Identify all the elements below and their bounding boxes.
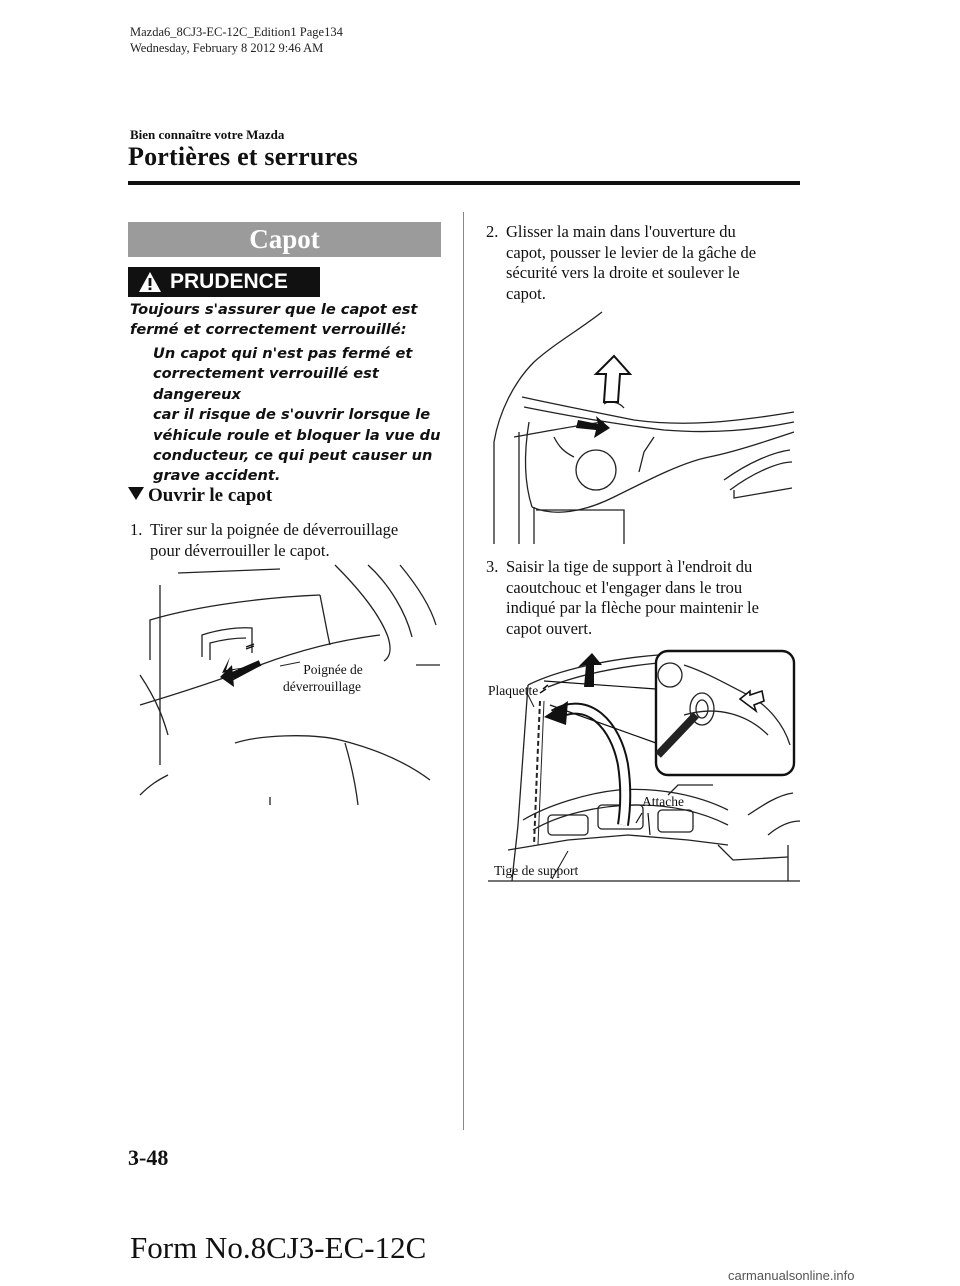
step-number: 1. [130,520,143,539]
callout-tige-de-support: Tige de support [494,863,579,878]
callout-line: déverrouillage [283,679,361,694]
caution-body-line: correctement verrouillé est dangereux [153,365,379,403]
page-number: 3-48 [128,1145,169,1170]
file-metadata [130,24,343,56]
step-3 [486,557,806,639]
caution-body-line: Un capot qui n'est pas fermé et [153,345,413,362]
pull-arrow [220,657,262,687]
figure-support-rod [488,645,800,881]
step-line: Saisir la tige de support à l'endroit du [506,557,753,576]
page-title: Portières et serrures [128,142,358,171]
caution-body-line: conducteur, ce qui peut causer un [153,447,433,465]
watermark: carmanualsonline.info [728,1268,855,1283]
step-line: pour déverrouiller le capot. [150,540,330,560]
triangle-bullet-icon [128,487,144,500]
support-rod-illustration [488,645,800,881]
chapter-label: Bien connaître votre Mazda [130,127,285,142]
column-divider [463,212,464,1130]
step-line: Tirer sur la poignée de déverrouillage [150,520,399,539]
caution-badge-label: PRUDENCE [170,270,288,293]
meta-filename: Mazda6_8CJ3-EC-12C_Edition1 Page134 [130,25,343,39]
callout-attache: Attache [642,794,684,809]
step-line: Glisser la main dans l'ouverture du [506,222,736,241]
caution-headline [130,300,445,340]
step-number: 3. [486,557,499,576]
caution-headline-line: Toujours s'assurer que le capot est [130,301,418,318]
step-2 [486,222,806,304]
caution-body-line: grave accident. [153,467,281,485]
caution-headline-line: fermé et correctement verrouillé: [130,321,407,338]
subheading-open-hood [128,485,272,507]
subheading-text: Ouvrir le capot [148,485,273,506]
meta-timestamp: Wednesday, February 8 2012 9:46 AM [130,41,324,55]
hood-latch-illustration [494,312,794,544]
caution-body-line: véhicule roule et bloquer la vue du [153,426,441,444]
form-number: Form No.8CJ3-EC-12C [130,1230,427,1265]
step-number: 2. [486,222,499,241]
step-line: capot, pousser le levier de la gâche de [506,242,757,262]
caution-body-line: car il risque de s'ouvrir lorsque le [153,406,431,424]
callout-plaquette: Plaquette [488,683,539,698]
up-arrow-icon [596,356,630,402]
warning-icon [138,271,162,293]
title-rule [128,181,800,185]
caution-body [153,344,448,487]
step-line: indiqué par la flèche pour maintenir le [506,598,759,618]
figure-hood-latch [494,312,794,544]
figure-release-handle [140,565,440,805]
step-line: sécurité vers la droite et soulever le [506,263,740,283]
callout-line: Poignée de [303,662,363,677]
step-line: capot. [506,283,546,303]
section-heading-capot: Capot [128,222,441,257]
step-1 [130,520,450,561]
callout-release-handle [272,661,372,695]
step-line: caoutchouc et l'engager dans le trou [506,577,743,597]
step-line: capot ouvert. [506,618,593,638]
caution-badge [128,267,320,297]
